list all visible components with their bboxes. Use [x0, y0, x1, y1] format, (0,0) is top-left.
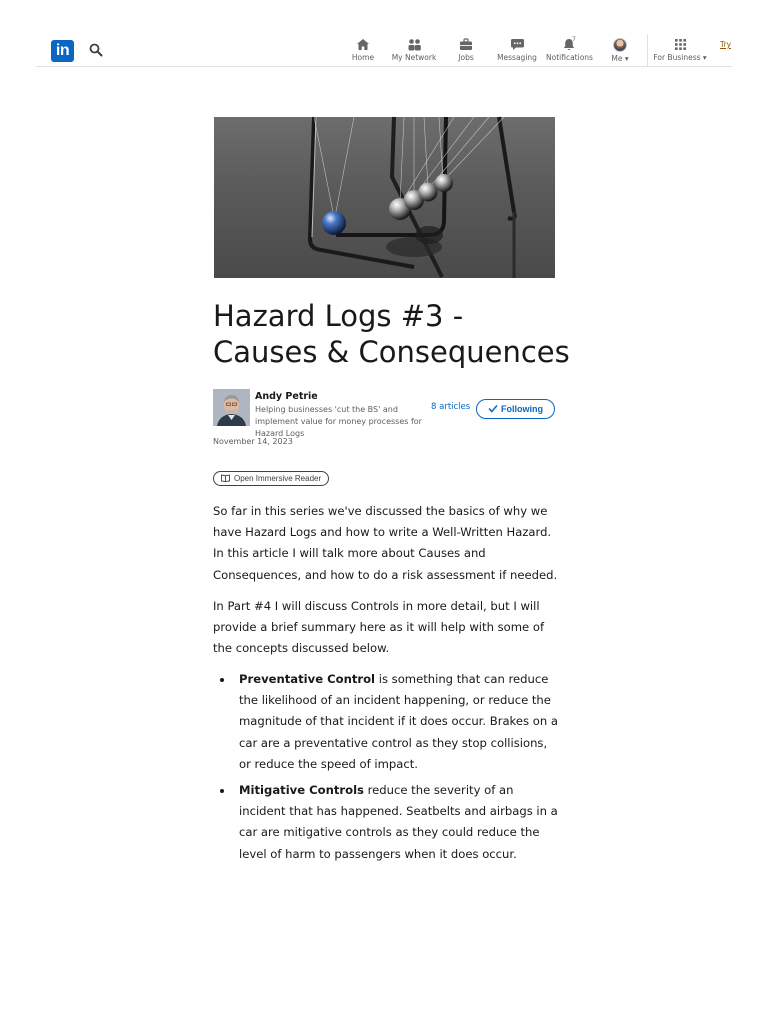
book-icon	[221, 474, 230, 484]
nav-me[interactable]	[606, 38, 634, 64]
checkmark-icon	[488, 404, 498, 415]
nav-jobs[interactable]	[449, 38, 483, 64]
controls-list	[239, 669, 559, 870]
nav-messaging-label: Messaging	[497, 53, 537, 62]
people-icon	[407, 38, 422, 51]
following-button-label: Following	[501, 404, 543, 414]
chat-icon	[510, 38, 525, 51]
chevron-down-icon: ▾	[624, 54, 629, 63]
nav-jobs-label: Jobs	[458, 53, 474, 62]
notification-count: 7	[572, 36, 576, 43]
linkedin-logo[interactable]: in	[51, 40, 74, 62]
article-title: Hazard Logs #3 - Causes & Consequences	[213, 299, 570, 369]
list-item	[239, 669, 559, 775]
chevron-down-icon: ▾	[702, 53, 707, 62]
avatar	[613, 38, 627, 52]
article-cover-image	[214, 117, 555, 278]
search-icon[interactable]	[88, 42, 104, 58]
nav-home-label: Home	[351, 53, 375, 62]
briefcase-icon	[459, 38, 473, 51]
nav-my-network-label: My Network	[391, 53, 437, 62]
immersive-reader-button[interactable]	[213, 471, 329, 486]
following-button[interactable]	[476, 399, 555, 419]
global-nav	[36, 34, 732, 67]
author-name[interactable]: Andy Petrie	[255, 391, 318, 402]
nav-notifications-label: Notifications	[546, 53, 593, 62]
nav-notifications[interactable]	[546, 38, 592, 64]
grid-icon	[674, 38, 687, 51]
article-paragraph: So far in this series we've discussed the basics of why we have Hazard Logs and how to write a Well-Written Hazard. In this article I will talk more about Causes and Consequences, and how to do a risk assessment if needed.	[213, 504, 558, 582]
try-premium-link[interactable]: Try	[720, 40, 732, 49]
nav-my-network[interactable]	[388, 38, 440, 64]
list-item-text: is something that can reduce the likelihood of an incident happening, or reduce the magnitude of that incident if it does occur. Brakes on a car are a preventative control as they stop collisions, or reduce the speed of impact.	[239, 672, 558, 771]
author-articles-link[interactable]: 8 articles	[431, 402, 471, 412]
list-item-term: Mitigative Controls	[239, 783, 364, 798]
list-item-term: Preventative Control	[239, 672, 376, 686]
publish-date: November 14, 2023	[213, 437, 293, 446]
immersive-reader-label: Open Immersive Reader	[234, 474, 322, 483]
home-icon	[356, 38, 370, 51]
article-paragraph: In Part #4 I will discuss Controls in more detail, but I will provide a brief summary here as it will help with some of the concepts discussed below.	[213, 599, 545, 656]
list-item-text: reduce the severity of an incident that has happened. Seatbelts and airbags in a car are mitigative controls as they could reduce the level of harm to passengers when it does occur.	[239, 783, 558, 861]
nav-me-label: Me ▾	[611, 54, 629, 63]
nav-for-business-label: For Business ▾	[653, 53, 707, 62]
author-avatar[interactable]	[213, 389, 250, 426]
author-headline: Helping businesses 'cut the BS' and implement value for money processes for Hazard Logs	[255, 405, 422, 438]
nav-divider	[647, 34, 648, 66]
nav-messaging[interactable]	[496, 38, 538, 64]
list-item	[239, 780, 559, 865]
nav-home[interactable]	[347, 38, 379, 64]
nav-for-business[interactable]	[653, 38, 707, 64]
